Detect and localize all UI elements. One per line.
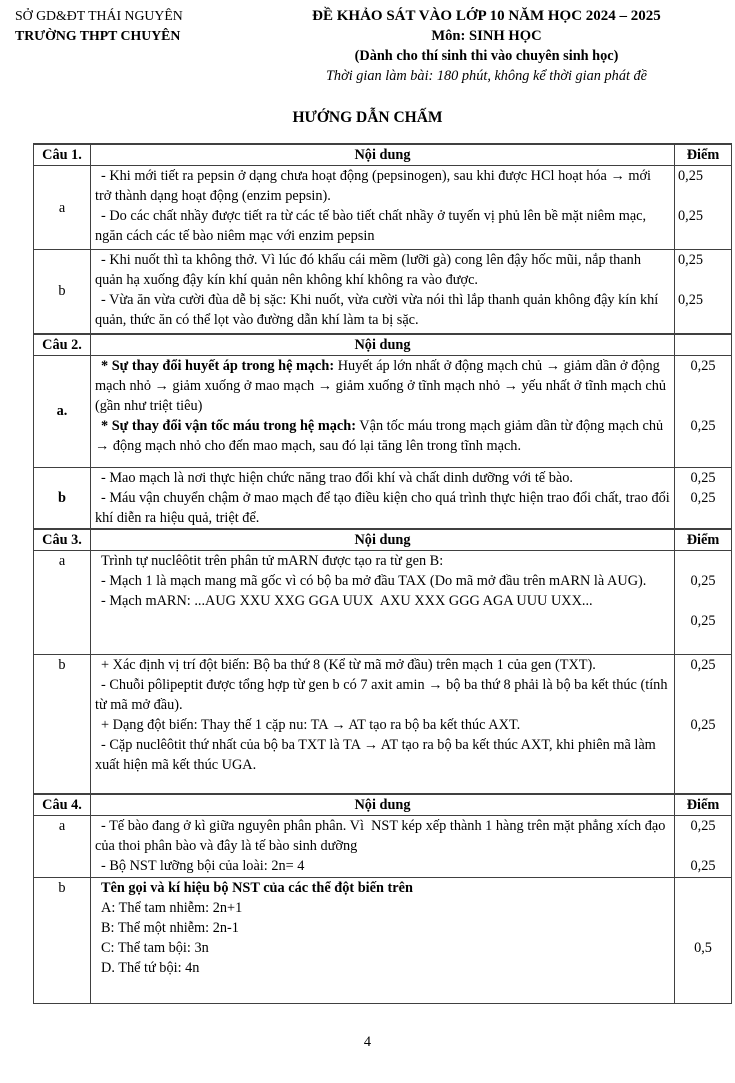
point-value: 0,25 xyxy=(690,858,716,874)
answer-paragraph: - Tế bào đang ở kì giữa nguyên phân phân. Vì NST kép xếp thành 1 hàng trên mặt phẳng xích đạo của thoi phân bào và đây là tế bào sinh dưỡng xyxy=(95,818,670,854)
point-value: 0,25 xyxy=(678,292,704,308)
answer-content xyxy=(91,550,675,654)
answer-paragraph: Trình tự nuclêôtit trên phân tử mARN được tạo ra từ gen B: xyxy=(101,552,444,569)
answer-row-cau4b xyxy=(34,878,732,1004)
part-label: a xyxy=(34,816,91,878)
answer-content xyxy=(91,467,675,529)
point-value: 0,25 xyxy=(678,168,704,184)
exam-info-block xyxy=(253,6,720,86)
answer-content xyxy=(91,654,675,794)
part-label: b xyxy=(34,878,91,1004)
content-column-header: Nội dung xyxy=(91,794,675,816)
point-value: 0,25 xyxy=(690,357,716,374)
point-value: 0,25 xyxy=(690,818,716,834)
exam-subject: Môn: SINH HỌC xyxy=(431,28,542,44)
answer-paragraph: - Khi mới tiết ra pepsin ở dạng chưa hoạt động (pepsinogen), sau khi được HCl hoạt hóa → mới trở thành dạng hoạt động (enzim pepsin). xyxy=(95,168,655,204)
answer-content xyxy=(91,166,675,250)
points-cell xyxy=(675,355,732,467)
point-value: 0,25 xyxy=(690,469,716,486)
content-column-header: Nội dung xyxy=(91,144,675,166)
exam-title: ĐỀ KHẢO SÁT VÀO LỚP 10 NĂM HỌC 2024 – 2025 xyxy=(312,8,661,24)
answer-row-cau3b xyxy=(34,654,732,794)
answer-row-cau2a xyxy=(34,355,732,467)
points-cell xyxy=(675,250,732,334)
answer-paragraph: C: Thể tam bội: 3n xyxy=(101,940,209,956)
answer-paragraph: B: Thể một nhiễm: 2n-1 xyxy=(101,920,239,936)
section-header-row-cau2 xyxy=(34,334,732,356)
section-header-row-cau4 xyxy=(34,794,732,816)
answer-paragraph: - Khi nuốt thì ta không thở. Vì lúc đó khẩu cái mềm (lưỡi gà) cong lên đậy hốc mũi, nắp thanh quản hạ xuống đậy kín khí quản nên không khí không ra vào được. xyxy=(95,252,645,288)
points-column-header xyxy=(675,334,732,356)
answer-paragraph: + Xác định vị trí đột biến: Bộ ba thứ 8 (Kể từ mã mở đầu) trên mạch 1 của gen (TXT). xyxy=(101,656,596,673)
answer-paragraph: D. Thể tứ bội: 4n xyxy=(101,960,200,976)
answer-paragraph: - Mạch mARN: ...AUG XXU XXG GGA UUX AXU XXX GGG AGA UUU UXX... xyxy=(101,592,593,609)
exam-duration: Thời gian làm bài: 180 phút, không kể thời gian phát đề xyxy=(325,68,648,84)
part-label: a xyxy=(34,166,91,250)
points-column-header: Điểm xyxy=(675,529,732,551)
answer-row-cau2b xyxy=(34,467,732,529)
question-number: Câu 1. xyxy=(34,144,91,166)
point-value: 0,25 xyxy=(690,572,716,589)
answer-paragraph: - Chuỗi pôlipeptit được tổng hợp từ gen b có 7 axit amin → bộ ba thứ 8 phải là bộ ba kết thúc (tính từ mã mở đầu). xyxy=(95,676,672,713)
points-cell xyxy=(675,654,732,794)
point-value: 0,25 xyxy=(690,489,716,506)
page-header xyxy=(0,0,735,86)
answer-paragraph: * Sự thay đổi vận tốc máu trong hệ mạch: Vận tốc máu trong mạch giảm dần từ động mạch chủ → động mạch nhỏ cho đến mao mạch, sau đó lại tăng lên trong tĩnh mạch. xyxy=(95,417,667,454)
part-label: a. xyxy=(34,355,91,467)
section-header-row-cau1 xyxy=(34,144,732,166)
points-cell xyxy=(675,816,732,878)
grading-table xyxy=(33,143,732,1004)
answer-paragraph: + Dạng đột biến: Thay thế 1 cặp nu: TA → AT tạo ra bộ ba kết thúc AXT. xyxy=(101,716,521,733)
answer-content xyxy=(91,816,675,878)
answer-paragraph: * Sự thay đổi huyết áp trong hệ mạch: Huyết áp lớn nhất ở động mạch chủ → giảm dần ở động mạch nhỏ → giảm xuống ở mao mạch → giảm xuống ở tĩnh mạch nhỏ → yếu nhất ở tĩnh mạch chủ (gần như triệt tiêu) xyxy=(95,357,670,414)
document-title: HƯỚNG DẪN CHẤM xyxy=(292,109,443,126)
point-value: 0,25 xyxy=(690,417,716,434)
part-label: a xyxy=(34,550,91,654)
answer-paragraph: - Máu vận chuyển chậm ở mao mạch để tạo điều kiện cho quá trình thực hiện trao đổi chất, trao đổi khí diễn ra hiệu quả, triệt để. xyxy=(95,489,674,526)
answer-row-cau1a xyxy=(34,166,732,250)
answer-row-cau1b xyxy=(34,250,732,334)
point-value: 0,25 xyxy=(678,252,704,268)
point-value: 0,5 xyxy=(694,940,712,956)
answer-row-cau3a xyxy=(34,550,732,654)
point-value: 0,25 xyxy=(690,656,716,673)
answer-paragraph: - Cặp nuclêôtit thứ nhất của bộ ba TXT là TA → AT tạo ra bộ ba kết thúc AXT, khi phiên mã làm xuất hiện mã kết thúc UGA. xyxy=(95,736,660,773)
question-number: Câu 3. xyxy=(34,529,91,551)
answer-content xyxy=(91,355,675,467)
answer-paragraph: - Bộ NST lưỡng bội của loài: 2n= 4 xyxy=(101,858,305,874)
content-column-header: Nội dung xyxy=(91,529,675,551)
points-cell xyxy=(675,166,732,250)
answer-content xyxy=(91,250,675,334)
org-school: TRƯỜNG THPT CHUYÊN xyxy=(15,28,181,43)
content-column-header: Nội dung xyxy=(91,334,675,356)
points-cell xyxy=(675,550,732,654)
part-label: b xyxy=(34,467,91,529)
points-column-header: Điểm xyxy=(675,794,732,816)
point-value: 0,25 xyxy=(690,612,716,629)
org-department: SỞ GD&ĐT THÁI NGUYÊN xyxy=(15,8,183,23)
answer-paragraph: Tên gọi và kí hiệu bộ NST của các thể đột biến trên xyxy=(101,880,413,896)
answer-paragraph: A: Thể tam nhiễm: 2n+1 xyxy=(101,900,243,916)
answer-paragraph: - Do các chất nhầy được tiết ra từ các tế bào tiết chất nhầy ở tuyến vị phủ lên bề mặt niêm mạc, ngăn cách các tế bào niêm mạc với enzim pepsin xyxy=(95,208,650,244)
point-value: 0,25 xyxy=(678,208,704,224)
answer-paragraph: - Mạch 1 là mạch mang mã gốc vì có bộ ba mở đầu TAX (Do mã mở đầu trên mARN là AUG). xyxy=(101,572,647,589)
point-value: 0,25 xyxy=(690,716,716,733)
answer-row-cau4a xyxy=(34,816,732,878)
points-cell xyxy=(675,467,732,529)
points-column-header: Điểm xyxy=(675,144,732,166)
exam-audience: (Dành cho thí sinh thi vào chuyên sinh học) xyxy=(354,48,619,64)
page-number: 4 xyxy=(363,1034,372,1050)
answer-paragraph: - Mao mạch là nơi thực hiện chức năng trao đổi khí và chất dinh dưỡng với tế bào. xyxy=(101,469,573,486)
answer-content xyxy=(91,878,675,1004)
issuing-org-block xyxy=(15,6,253,86)
part-label: b xyxy=(34,654,91,794)
part-label: b xyxy=(34,250,91,334)
question-number: Câu 4. xyxy=(34,794,91,816)
question-number: Câu 2. xyxy=(34,334,91,356)
points-cell xyxy=(675,878,732,1004)
section-header-row-cau3 xyxy=(34,529,732,551)
answer-paragraph: - Vừa ăn vừa cười đùa dễ bị sặc: Khi nuốt, vừa cười vừa nói thì lắp thanh quản không đậy kín khí quản, thức ăn có thể lọt vào đường dẫn khí làm ta bị sặc. xyxy=(95,292,662,328)
